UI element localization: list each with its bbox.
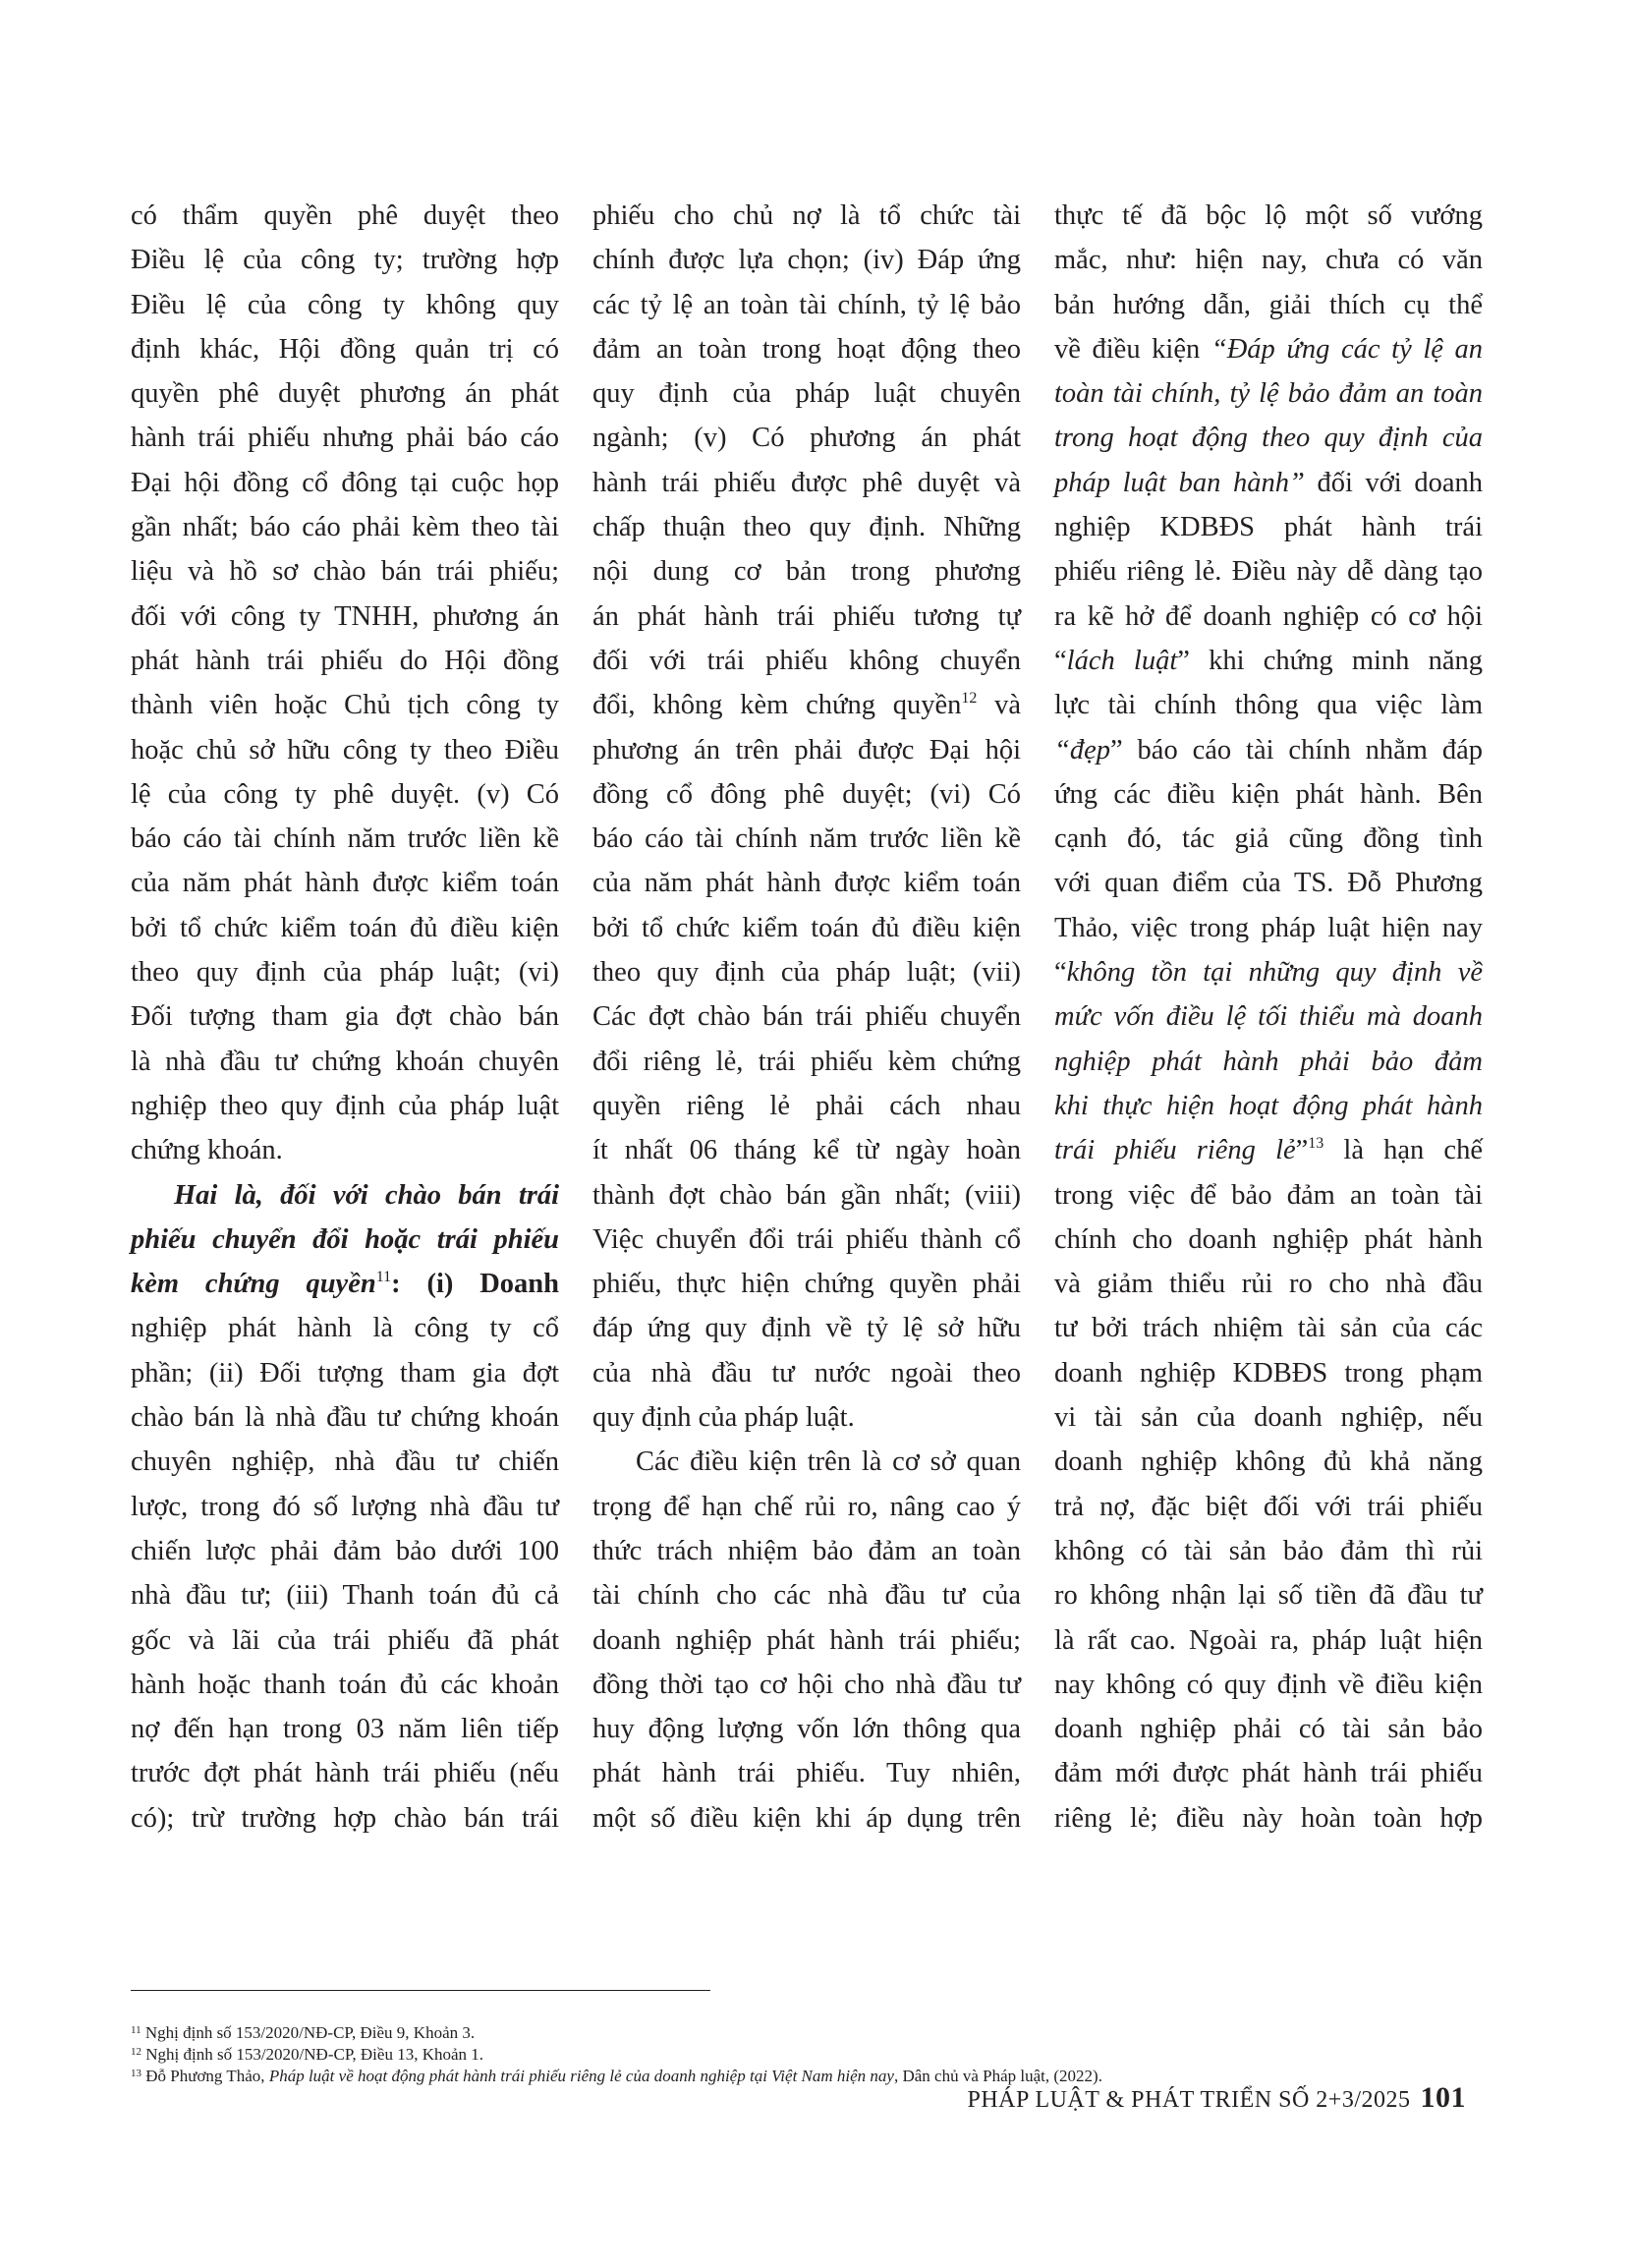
text-line: mắc, như: hiện nay, chưa có văn	[1054, 245, 1483, 276]
text-line: “không tồn tại những quy định về	[1054, 957, 1483, 989]
footnote-ref: 11	[375, 1269, 392, 1286]
text-line: đối với trái phiếu không chuyển	[592, 645, 1021, 676]
text-line: nhà đầu tư; (iii) Thanh toán đủ cả	[131, 1580, 559, 1612]
text-line: đồng thời tạo cơ hội cho nhà đầu tư	[592, 1669, 1021, 1700]
text-line: ngành; (v) Có phương án phát	[592, 423, 1021, 454]
text-line: phiếu, thực hiện chứng quyền phải	[592, 1269, 1021, 1300]
text-line: Điều lệ của công ty không quy	[131, 289, 559, 320]
text-line: phương án trên phải được Đại hội	[592, 734, 1021, 765]
text-line: nợ đến hạn trong 03 năm liên tiếp	[131, 1714, 559, 1745]
footnote-ref: 12	[961, 690, 978, 708]
text-line: trong việc để bảo đảm an toàn tài	[1054, 1179, 1483, 1211]
text-line: trả nợ, đặc biệt đối với trái phiếu	[1054, 1491, 1483, 1522]
text-line: vi tài sản của doanh nghiệp, nếu	[1054, 1402, 1483, 1434]
text-line: Đại hội đồng cổ đông tại cuộc họp	[131, 467, 559, 498]
text-line: đồng cổ đông phê duyệt; (vi) Có	[592, 778, 1021, 810]
text-line: chính cho doanh nghiệp phát hành	[1054, 1223, 1483, 1255]
column-1-body	[131, 194, 559, 1173]
text-line: chuyên nghiệp, nhà đầu tư chiến	[131, 1446, 559, 1478]
text-line: nay không có quy định về điều kiện	[1054, 1669, 1483, 1700]
text-line: Các đợt chào bán trái phiếu chuyển	[592, 1001, 1021, 1033]
section-heading-line: kèm chứng quyền$^{11}$: (i) Doanh	[131, 1269, 559, 1300]
footnote-13: $^{13}$ Đỗ Phương Thảo, Pháp luật về hoạt động phát hành trái phiếu riêng lẻ của doanh nghiệp tại Việt Nam hiện nay, Dân chủ và Pháp luật, (2022).	[131, 2067, 1102, 2085]
text-line: quy định của pháp luật.	[592, 1402, 855, 1434]
text-line: gần nhất; báo cáo phải kèm theo tài	[131, 512, 559, 543]
text-line: “lách luật” khi chứng minh năng	[1054, 645, 1484, 676]
text-line: của năm phát hành được kiểm toán	[131, 868, 559, 899]
text-line: có); trừ trường hợp chào bán trái	[131, 1802, 559, 1834]
text-line: “đẹp” báo cáo tài chính nhằm đáp	[1054, 734, 1483, 765]
text-line: nội dung cơ bản trong phương	[592, 556, 1021, 588]
text-line: hành trái phiếu được phê duyệt và	[592, 467, 1021, 498]
text-line: thực tế đã bộc lộ một số vướng	[1054, 200, 1483, 231]
text-line: phiếu riêng lẻ. Điều này dễ dàng tạo	[1054, 556, 1483, 588]
text-line: hành trái phiếu nhưng phải báo cáo	[131, 423, 559, 454]
text-line: án phát hành trái phiếu tương tự	[592, 600, 1021, 632]
column-3-body	[1054, 1173, 1483, 1841]
text-line: bởi tổ chức kiểm toán đủ điều kiện	[592, 912, 1021, 943]
text-line: đối với công ty TNHH, phương án	[131, 600, 559, 632]
text-line: phần; (ii) Đối tượng tham gia đợt	[131, 1357, 559, 1389]
text-line: doanh nghiệp phát hành trái phiếu;	[592, 1624, 1021, 1656]
column-2-body-c	[592, 1440, 1021, 1841]
text-line: Đối tượng tham gia đợt chào bán	[131, 1001, 559, 1033]
text-line: Các điều kiện trên là cơ sở quan	[636, 1446, 1021, 1478]
text-line: đáp ứng quy định về tỷ lệ sở hữu	[592, 1313, 1021, 1344]
text-line: của nhà đầu tư nước ngoài theo	[592, 1357, 1021, 1389]
column-2-body-b	[592, 728, 1021, 1441]
text-line: các tỷ lệ an toàn tài chính, tỷ lệ bảo	[592, 289, 1021, 320]
text-line: liệu và hồ sơ chào bán trái phiếu;	[131, 556, 559, 588]
text-line: không có tài sản bảo đảm thì rủi	[1054, 1535, 1483, 1566]
text-line: nghiệp phát hành phải bảo đảm	[1054, 1046, 1483, 1077]
column-2	[592, 194, 1021, 1841]
text-line: doanh nghiệp KDBĐS trong phạm	[1054, 1357, 1483, 1389]
text-line: lược, trong đó số lượng nhà đầu tư	[131, 1491, 559, 1522]
text-line: nghiệp theo quy định của pháp luật	[131, 1090, 559, 1121]
section-heading-line: Hai là, đối với chào bán trái	[174, 1179, 559, 1211]
text-line: trọng để hạn chế rủi ro, nâng cao ý	[592, 1491, 1021, 1522]
text-line: nghiệp phát hành là công ty cổ	[131, 1313, 559, 1344]
text-line: phát hành trái phiếu. Tuy nhiên,	[592, 1758, 1021, 1789]
text-line: đổi, không kèm chứng quyền$^{12}$ và	[592, 690, 1022, 721]
text-line: định khác, Hội đồng quản trị có	[131, 333, 559, 365]
text-line: phát hành trái phiếu do Hội đồng	[131, 645, 559, 676]
text-line: đảm an toàn trong hoạt động theo	[592, 333, 1021, 365]
text-line: ứng các điều kiện phát hành. Bên	[1054, 778, 1483, 810]
text-line: và giảm thiểu rủi ro cho nhà đầu	[1054, 1269, 1483, 1300]
text-line: Điều lệ của công ty; trường hợp	[131, 245, 559, 276]
text-line: doanh nghiệp không đủ khả năng	[1054, 1446, 1483, 1478]
text-line: quyền riêng lẻ phải cách nhau	[592, 1090, 1021, 1121]
text-line: chào bán là nhà đầu tư chứng khoán	[131, 1402, 559, 1434]
text-line: bởi tổ chức kiểm toán đủ điều kiện	[131, 912, 559, 943]
column-1	[131, 194, 559, 1841]
text-line: tư bởi trách nhiệm tài sản của các	[1054, 1313, 1483, 1344]
text-line: cạnh đó, tác giả cũng đồng tình	[1054, 823, 1483, 855]
text-line: phiếu cho chủ nợ là tổ chức tài	[592, 200, 1021, 231]
text-line: đổi riêng lẻ, trái phiếu kèm chứng	[592, 1046, 1021, 1077]
text-line: hoặc chủ sở hữu công ty theo Điều	[131, 734, 559, 765]
section-heading-line: phiếu chuyển đổi hoặc trái phiếu	[131, 1223, 559, 1255]
text-line: quy định của pháp luật chuyên	[592, 378, 1021, 410]
text-line: ra kẽ hở để doanh nghiệp có cơ hội	[1054, 600, 1483, 632]
text-line: toàn tài chính, tỷ lệ bảo đảm an toàn	[1054, 378, 1483, 410]
text-line: bản hướng dẫn, giải thích cụ thể	[1054, 289, 1483, 320]
text-line: chiến lược phải đảm bảo dưới 100	[131, 1535, 559, 1566]
text-line: lệ của công ty phê duyệt. (v) Có	[131, 778, 559, 810]
text-line: huy động lượng vốn lớn thông qua	[592, 1714, 1021, 1745]
text-line: là rất cao. Ngoài ra, pháp luật hiện	[1054, 1624, 1483, 1656]
text-line: chính được lựa chọn; (iv) Đáp ứng	[592, 245, 1021, 276]
text-line: tài chính cho các nhà đầu tư của	[592, 1580, 1021, 1612]
text-line: báo cáo tài chính năm trước liền kề	[592, 823, 1021, 855]
text-line: là nhà đầu tư chứng khoán chuyên	[131, 1046, 559, 1077]
text-line: với quan điểm của TS. Đỗ Phương	[1054, 868, 1483, 899]
footnote-12: $^{12}$ Nghị định số 153/2020/NĐ-CP, Điều 13, Khoản 1.	[131, 2045, 484, 2064]
text-line: lực tài chính thông qua việc làm	[1054, 690, 1483, 721]
text-line: chấp thuận theo quy định. Những	[592, 512, 1021, 543]
text-line: quyền phê duyệt phương án phát	[131, 378, 559, 410]
text-line: đảm mới được phát hành trái phiếu	[1054, 1758, 1483, 1789]
text-line: của năm phát hành được kiểm toán	[592, 868, 1021, 899]
text-line: theo quy định của pháp luật; (vi)	[131, 957, 559, 989]
column-1-body-2	[131, 1306, 559, 1841]
text-line: ít nhất 06 tháng kể từ ngày hoàn	[592, 1135, 1021, 1166]
column-3	[1054, 194, 1483, 1841]
text-line: doanh nghiệp phải có tài sản bảo	[1054, 1714, 1483, 1745]
text-line: trong hoạt động theo quy định của	[1054, 423, 1483, 454]
text-line: chứng khoán.	[131, 1135, 283, 1166]
text-line: trái phiếu riêng lẻ”$^{13}$ là hạn chế	[1054, 1135, 1483, 1166]
text-line: mức vốn điều lệ tối thiểu mà doanh	[1054, 1001, 1483, 1033]
journal-name: PHÁP LUẬT & PHÁT TRIỂN SỐ 2+3/2025	[967, 2087, 1411, 2113]
text-line: gốc và lãi của trái phiếu đã phát	[131, 1624, 559, 1656]
text-line: về điều kiện “Đáp ứng các tỷ lệ an	[1054, 333, 1483, 365]
footnote-separator	[131, 1990, 710, 1991]
footnote-11: $^{11}$ Nghị định số 153/2020/NĐ-CP, Điều 9, Khoản 3.	[131, 2023, 476, 2042]
text-line: có thẩm quyền phê duyệt theo	[131, 200, 559, 231]
text-line: Việc chuyển đổi trái phiếu thành cổ	[592, 1223, 1021, 1255]
text-line: thành đợt chào bán gần nhất; (viii)	[592, 1179, 1021, 1211]
text-line: thức trách nhiệm bảo đảm an toàn	[592, 1535, 1021, 1566]
footnote-ref: 13	[1308, 1135, 1324, 1153]
text-line: theo quy định của pháp luật; (vii)	[592, 957, 1021, 989]
text-line: trước đợt phát hành trái phiếu (nếu	[131, 1758, 559, 1789]
text-line: pháp luật ban hành” đối với doanh	[1054, 467, 1483, 498]
page-footer	[967, 2081, 1466, 2115]
text-line: nghiệp KDBĐS phát hành trái	[1054, 512, 1483, 543]
text-line: một số điều kiện khi áp dụng trên	[592, 1802, 1021, 1834]
text-line: thành viên hoặc Chủ tịch công ty	[131, 690, 559, 721]
text-line: hành hoặc thanh toán đủ các khoản	[131, 1669, 559, 1700]
text-line: Thảo, việc trong pháp luật hiện nay	[1054, 912, 1483, 943]
text-line: ro không nhận lại số tiền đã đầu tư	[1054, 1580, 1483, 1612]
page-number: 101	[1420, 2081, 1466, 2114]
text-line: báo cáo tài chính năm trước liền kề	[131, 823, 559, 855]
text-line: riêng lẻ; điều này hoàn toàn hợp	[1054, 1802, 1483, 1834]
text-line: khi thực hiện hoạt động phát hành	[1054, 1090, 1483, 1121]
column-2-body-a	[592, 194, 1021, 683]
